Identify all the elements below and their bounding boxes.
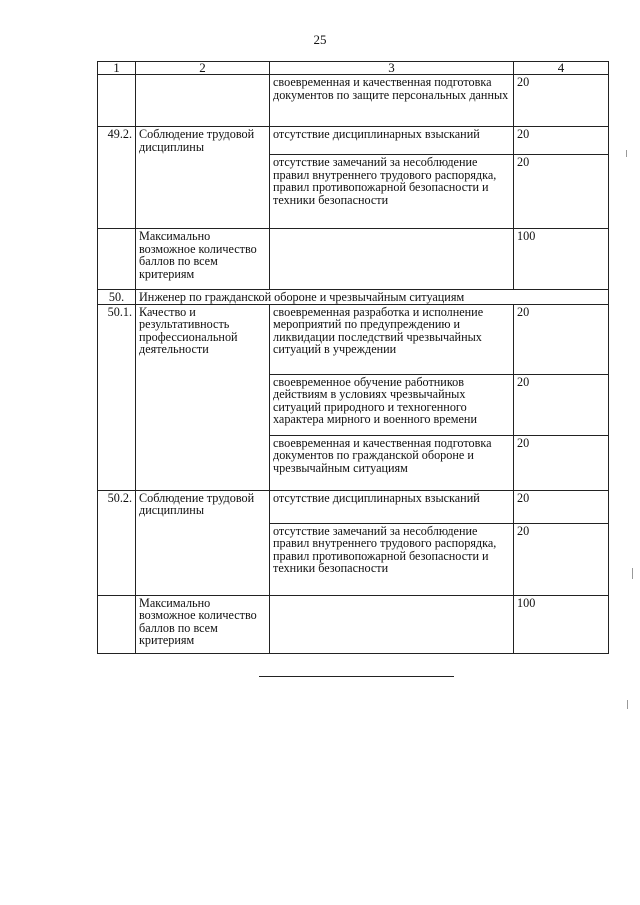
criterion-text: отсутствие замечаний за несоблюдение правил внутреннего трудового распорядка, правил противопожарной безопасности и техники безопасности xyxy=(270,155,514,229)
criteria-table xyxy=(97,61,609,654)
margin-mark xyxy=(632,568,633,579)
max-score-label: Максимально возможное количество баллов по всем критериям xyxy=(136,229,270,290)
criterion-group-name xyxy=(136,75,270,127)
criterion-score: 20 xyxy=(514,490,609,523)
criterion-score: 20 xyxy=(514,75,609,127)
header-col-4: 4 xyxy=(514,62,609,75)
section-title: Инженер по гражданской обороне и чрезвычайным ситуациям xyxy=(136,290,609,305)
max-score-value: 100 xyxy=(514,595,609,653)
criterion-group-name: Соблюдение трудовой дисциплины xyxy=(136,490,270,595)
header-col-2: 2 xyxy=(136,62,270,75)
criterion-text xyxy=(270,595,514,653)
row-number xyxy=(98,229,136,290)
max-score-label: Максимально возможное количество баллов по всем критериям xyxy=(136,595,270,653)
section-row xyxy=(98,290,609,305)
table-row xyxy=(98,229,609,290)
criterion-text: своевременная разработка и исполнение мероприятий по предупреждению и ликвидации последствий чрезвычайных ситуаций в учреждении xyxy=(270,304,514,374)
criterion-score: 20 xyxy=(514,304,609,374)
criterion-text: своевременная и качественная подготовка документов по гражданской обороне и чрезвычайным ситуациям xyxy=(270,435,514,490)
table-row xyxy=(98,304,609,374)
criterion-text: своевременное обучение работников действиям в условиях чрезвычайных ситуаций природного и техногенного характера мирного и военного времени xyxy=(270,374,514,435)
row-number: 50.2. xyxy=(98,490,136,595)
row-number xyxy=(98,595,136,653)
page-number: 25 xyxy=(313,32,327,47)
criterion-text: отсутствие дисциплинарных взысканий xyxy=(270,127,514,155)
row-number: 49.2. xyxy=(98,127,136,229)
criterion-text xyxy=(270,229,514,290)
end-separator-line xyxy=(259,676,454,677)
table-row xyxy=(98,595,609,653)
criterion-group-name: Качество и результативность профессиональной деятельности xyxy=(136,304,270,490)
margin-mark xyxy=(626,150,627,157)
table-row xyxy=(98,75,609,127)
header-col-1: 1 xyxy=(98,62,136,75)
criterion-text: отсутствие замечаний за несоблюдение правил внутреннего трудового распорядка, правил противопожарной безопасности и техники безопасности xyxy=(270,523,514,595)
section-number: 50. xyxy=(98,290,136,305)
row-number xyxy=(98,75,136,127)
criterion-score: 20 xyxy=(514,374,609,435)
margin-mark xyxy=(627,700,628,709)
max-score-value: 100 xyxy=(514,229,609,290)
table-row xyxy=(98,127,609,155)
criterion-text: своевременная и качественная подготовка документов по защите персональных данных xyxy=(270,75,514,127)
criterion-score: 20 xyxy=(514,435,609,490)
criterion-text: отсутствие дисциплинарных взысканий xyxy=(270,490,514,523)
row-number: 50.1. xyxy=(98,304,136,490)
table-header-row xyxy=(98,62,609,75)
criterion-score: 20 xyxy=(514,155,609,229)
criterion-score: 20 xyxy=(514,127,609,155)
criterion-score: 20 xyxy=(514,523,609,595)
table-row xyxy=(98,490,609,523)
criterion-group-name: Соблюдение трудовой дисциплины xyxy=(136,127,270,229)
header-col-3: 3 xyxy=(270,62,514,75)
